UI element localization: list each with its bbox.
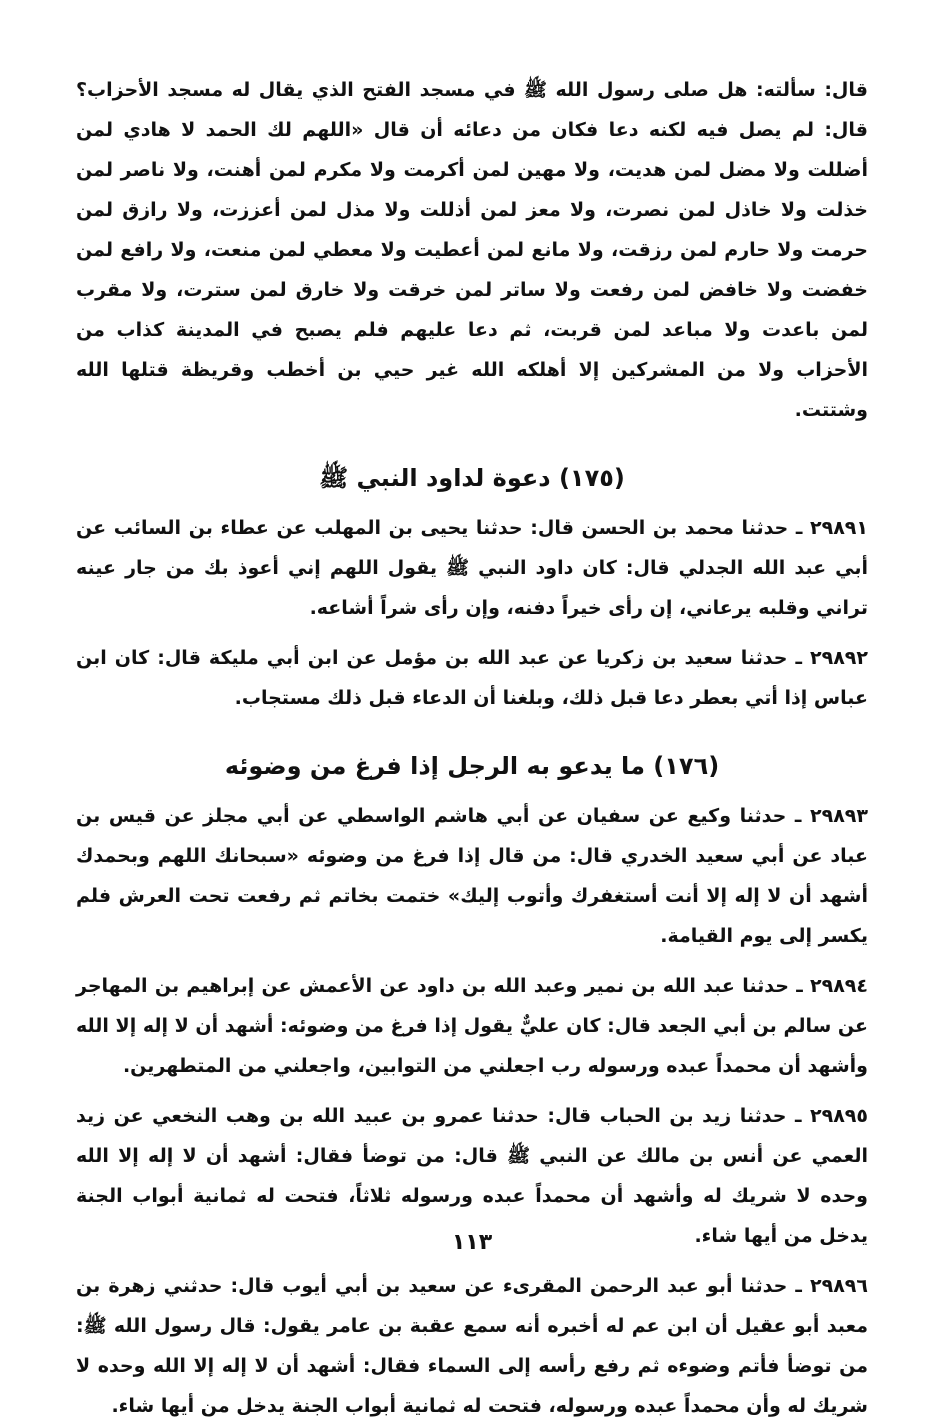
section-heading-176: (١٧٦) ما يدعو به الرجل إذا فرغ من وضوئه xyxy=(224,752,720,780)
hadith-entry-29894 xyxy=(76,966,868,1086)
entry-number: ٢٩٨٩٤ xyxy=(810,975,868,997)
entry-number: ٢٩٨٩٦ xyxy=(810,1275,868,1297)
hadith-entry-29892 xyxy=(76,638,868,718)
entry-number: ٢٩٨٩٣ xyxy=(810,805,868,827)
intro-paragraph: قال: سألته: هل صلى رسول الله ﷺ في مسجد الفتح الذي يقال له مسجد الأحزاب؟ قال: لم يصل فيه لكنه دعا فكان من دعائه أن قال «اللهم لك الحمد لا هادي لمن أضللت ولا مضل لمن هديت، ولا مهين لمن أكرمت ولا مكرم لمن أهنت، ولا ناصر لمن خذلت ولا خاذل لمن نصرت، ولا معز لمن أذللت ولا مذل لمن أعززت، ولا رازق لمن حرمت ولا حارم لمن رزقت، ولا مانع لمن أعطيت ولا معطي لمن منعت، ولا رافع لمن خفضت ولا خافض لمن رفعت ولا ساتر لمن خرقت ولا خارق لمن سترت، ولا مقرب لمن باعدت ولا مباعد لمن قربت، ثم دعا عليهم فلم يصبح في المدينة كذاب من الأحزاب ولا من المشركين إلا أهلكه الله غير حيي بن أخطب وقريظة قتلها الله وشتتت. xyxy=(76,79,868,421)
entry-number: ٢٩٨٩١ xyxy=(810,517,868,539)
entry-text: ـ حدثنا أبو عبد الرحمن المقرىء عن سعيد بن أبي أيوب قال: حدثني زهرة بن معبد أبو عقيل أن ابن عم له أخبره أنه سمع عقبة بن عامر يقول: قال رسول الله ﷺ: من توضأ فأتم وضوءه ثم رفع رأسه إلى السماء فقال: أشهد أن لا إله إلا الله وحده لا شريك له وأن محمداً عبده ورسوله، فتحت له ثمانية أبواب الجنة يدخل من أيها شاء. xyxy=(76,1275,868,1417)
page-body xyxy=(76,70,868,1426)
entry-number: ٢٩٨٩٥ xyxy=(810,1105,868,1127)
entry-text: ـ حدثنا زيد بن الحباب قال: حدثنا عمرو بن عبيد الله بن وهب النخعي عن زيد العمي عن أنس بن مالك عن النبي ﷺ قال: من توضأ فقال: أشهد أن لا إله إلا الله وحده لا شريك له وأشهد أن محمداً عبده ورسوله ثلاثاً، فتحت له ثمانية أبواب الجنة يدخل من أيها شاء. xyxy=(76,1105,868,1247)
hadith-entry-29893 xyxy=(76,796,868,956)
section-heading-175: (١٧٥) دعوة لداود النبي ﷺ xyxy=(319,464,625,492)
entry-text: ـ حدثنا عبد الله بن نمير وعبد الله بن داود عن الأعمش عن إبراهيم بن المهاجر عن سالم بن أبي الجعد قال: كان عليٌّ يقول إذا فرغ من وضوئه: أشهد أن لا إله إلا الله وأشهد أن محمداً عبده ورسوله رب اجعلني من التوابين، واجعلني من المتطهرين. xyxy=(76,975,868,1077)
entry-text: ـ حدثنا سعيد بن زكريا عن عبد الله بن مؤمل عن ابن أبي مليكة قال: كان ابن عباس إذا أتي بعطر دعا قبل ذلك، وبلغنا أن الدعاء قبل ذلك مستجاب. xyxy=(76,647,868,709)
hadith-entry-29896 xyxy=(76,1266,868,1426)
entry-text: ـ حدثنا وكيع عن سفيان عن أبي هاشم الواسطي عن أبي مجلز عن قيس بن عباد عن أبي سعيد الخدري قال: من قال إذا فرغ من وضوئه «سبحانك اللهم وبحمدك أشهد أن لا إله إلا أنت أستغفرك وأتوب إليك» ختمت بخاتم ثم رفعت تحت العرش فلم يكسر إلى يوم القيامة. xyxy=(76,805,868,947)
page-number: ١١٣ xyxy=(451,1230,493,1255)
entry-text: ـ حدثنا محمد بن الحسن قال: حدثنا يحيى بن المهلب عن عطاء بن السائب عن أبي عبد الله الجدلي قال: كان داود النبي ﷺ يقول اللهم إني أعوذ بك من جار عينه تراني وقلبه يرعاني، إن رأى خيراً دفنه، وإن رأى شراً أشاعه. xyxy=(76,517,868,619)
hadith-entry-29891 xyxy=(76,508,868,628)
entry-number: ٢٩٨٩٢ xyxy=(810,647,868,669)
